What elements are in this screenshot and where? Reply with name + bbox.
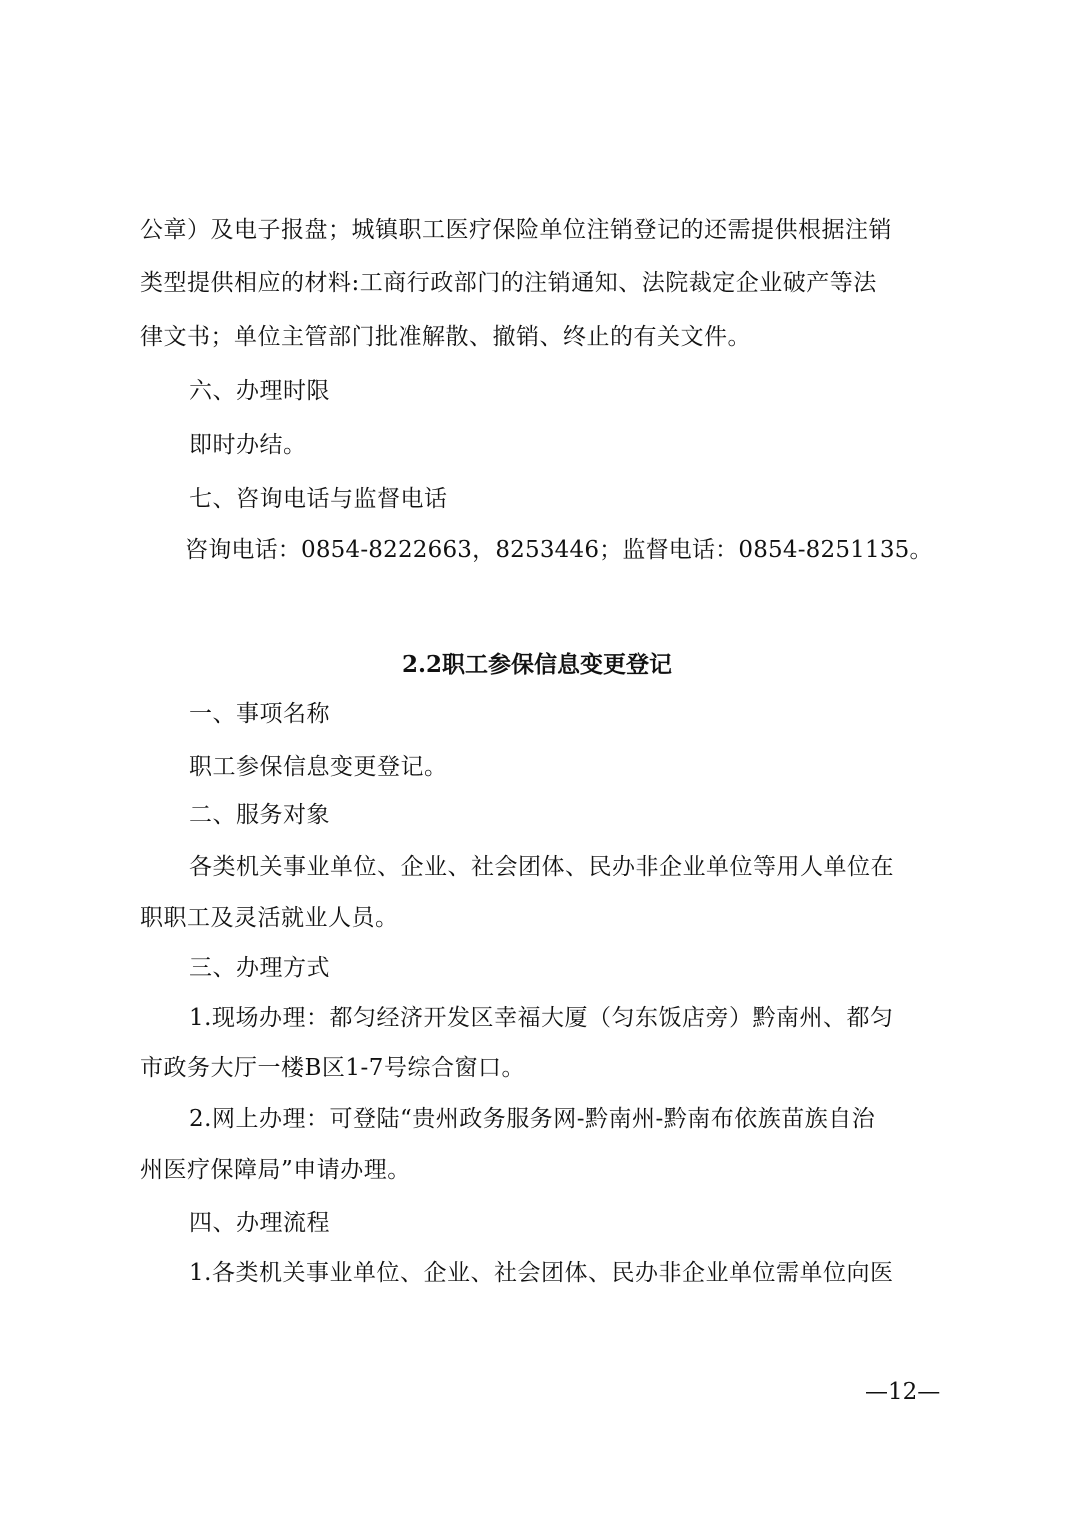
contact-phone-line: 咨询电话：0854-8222663，8253446；监督电话：0854-8251135。 bbox=[185, 537, 933, 563]
paragraph-line: 职工参保信息变更登记。 bbox=[189, 754, 448, 780]
paragraph-line: 1.各类机关事业单位、企业、社会团体、民办非企业单位需单位向医 bbox=[189, 1260, 894, 1286]
section-heading: 六、办理时限 bbox=[189, 378, 330, 404]
paragraph-line: 类型提供相应的材料:工商行政部门的注销通知、法院裁定企业破产等法 bbox=[140, 270, 877, 296]
section-heading: 二、服务对象 bbox=[189, 802, 330, 828]
paragraph-line: 公章）及电子报盘；城镇职工医疗保险单位注销登记的还需提供根据注销 bbox=[140, 217, 892, 243]
paragraph-line: 市政务大厅一楼B区1-7号综合窗口。 bbox=[140, 1055, 525, 1081]
paragraph-line: 各类机关事业单位、企业、社会团体、民办非企业单位等用人单位在 bbox=[189, 854, 894, 880]
paragraph-line: 1.现场办理：都匀经济开发区幸福大厦（匀东饭店旁）黔南州、都匀 bbox=[189, 1005, 894, 1031]
section-heading: 七、咨询电话与监督电话 bbox=[189, 486, 448, 512]
section-heading: 四、办理流程 bbox=[189, 1210, 330, 1236]
paragraph-line: 即时办结。 bbox=[189, 432, 307, 458]
section-heading: 一、事项名称 bbox=[189, 701, 330, 727]
paragraph-line: 2.网上办理：可登陆“贵州政务服务网-黔南州-黔南布依族苗族自治 bbox=[189, 1106, 876, 1132]
page-number: —12— bbox=[865, 1379, 941, 1405]
section-heading: 三、办理方式 bbox=[189, 955, 330, 981]
paragraph-line: 州医疗保障局”申请办理。 bbox=[140, 1157, 411, 1183]
paragraph-line: 职职工及灵活就业人员。 bbox=[140, 905, 399, 931]
paragraph-line: 律文书；单位主管部门批准解散、撤销、终止的有关文件。 bbox=[140, 324, 751, 350]
page-title: 2.2职工参保信息变更登记 bbox=[401, 651, 672, 678]
